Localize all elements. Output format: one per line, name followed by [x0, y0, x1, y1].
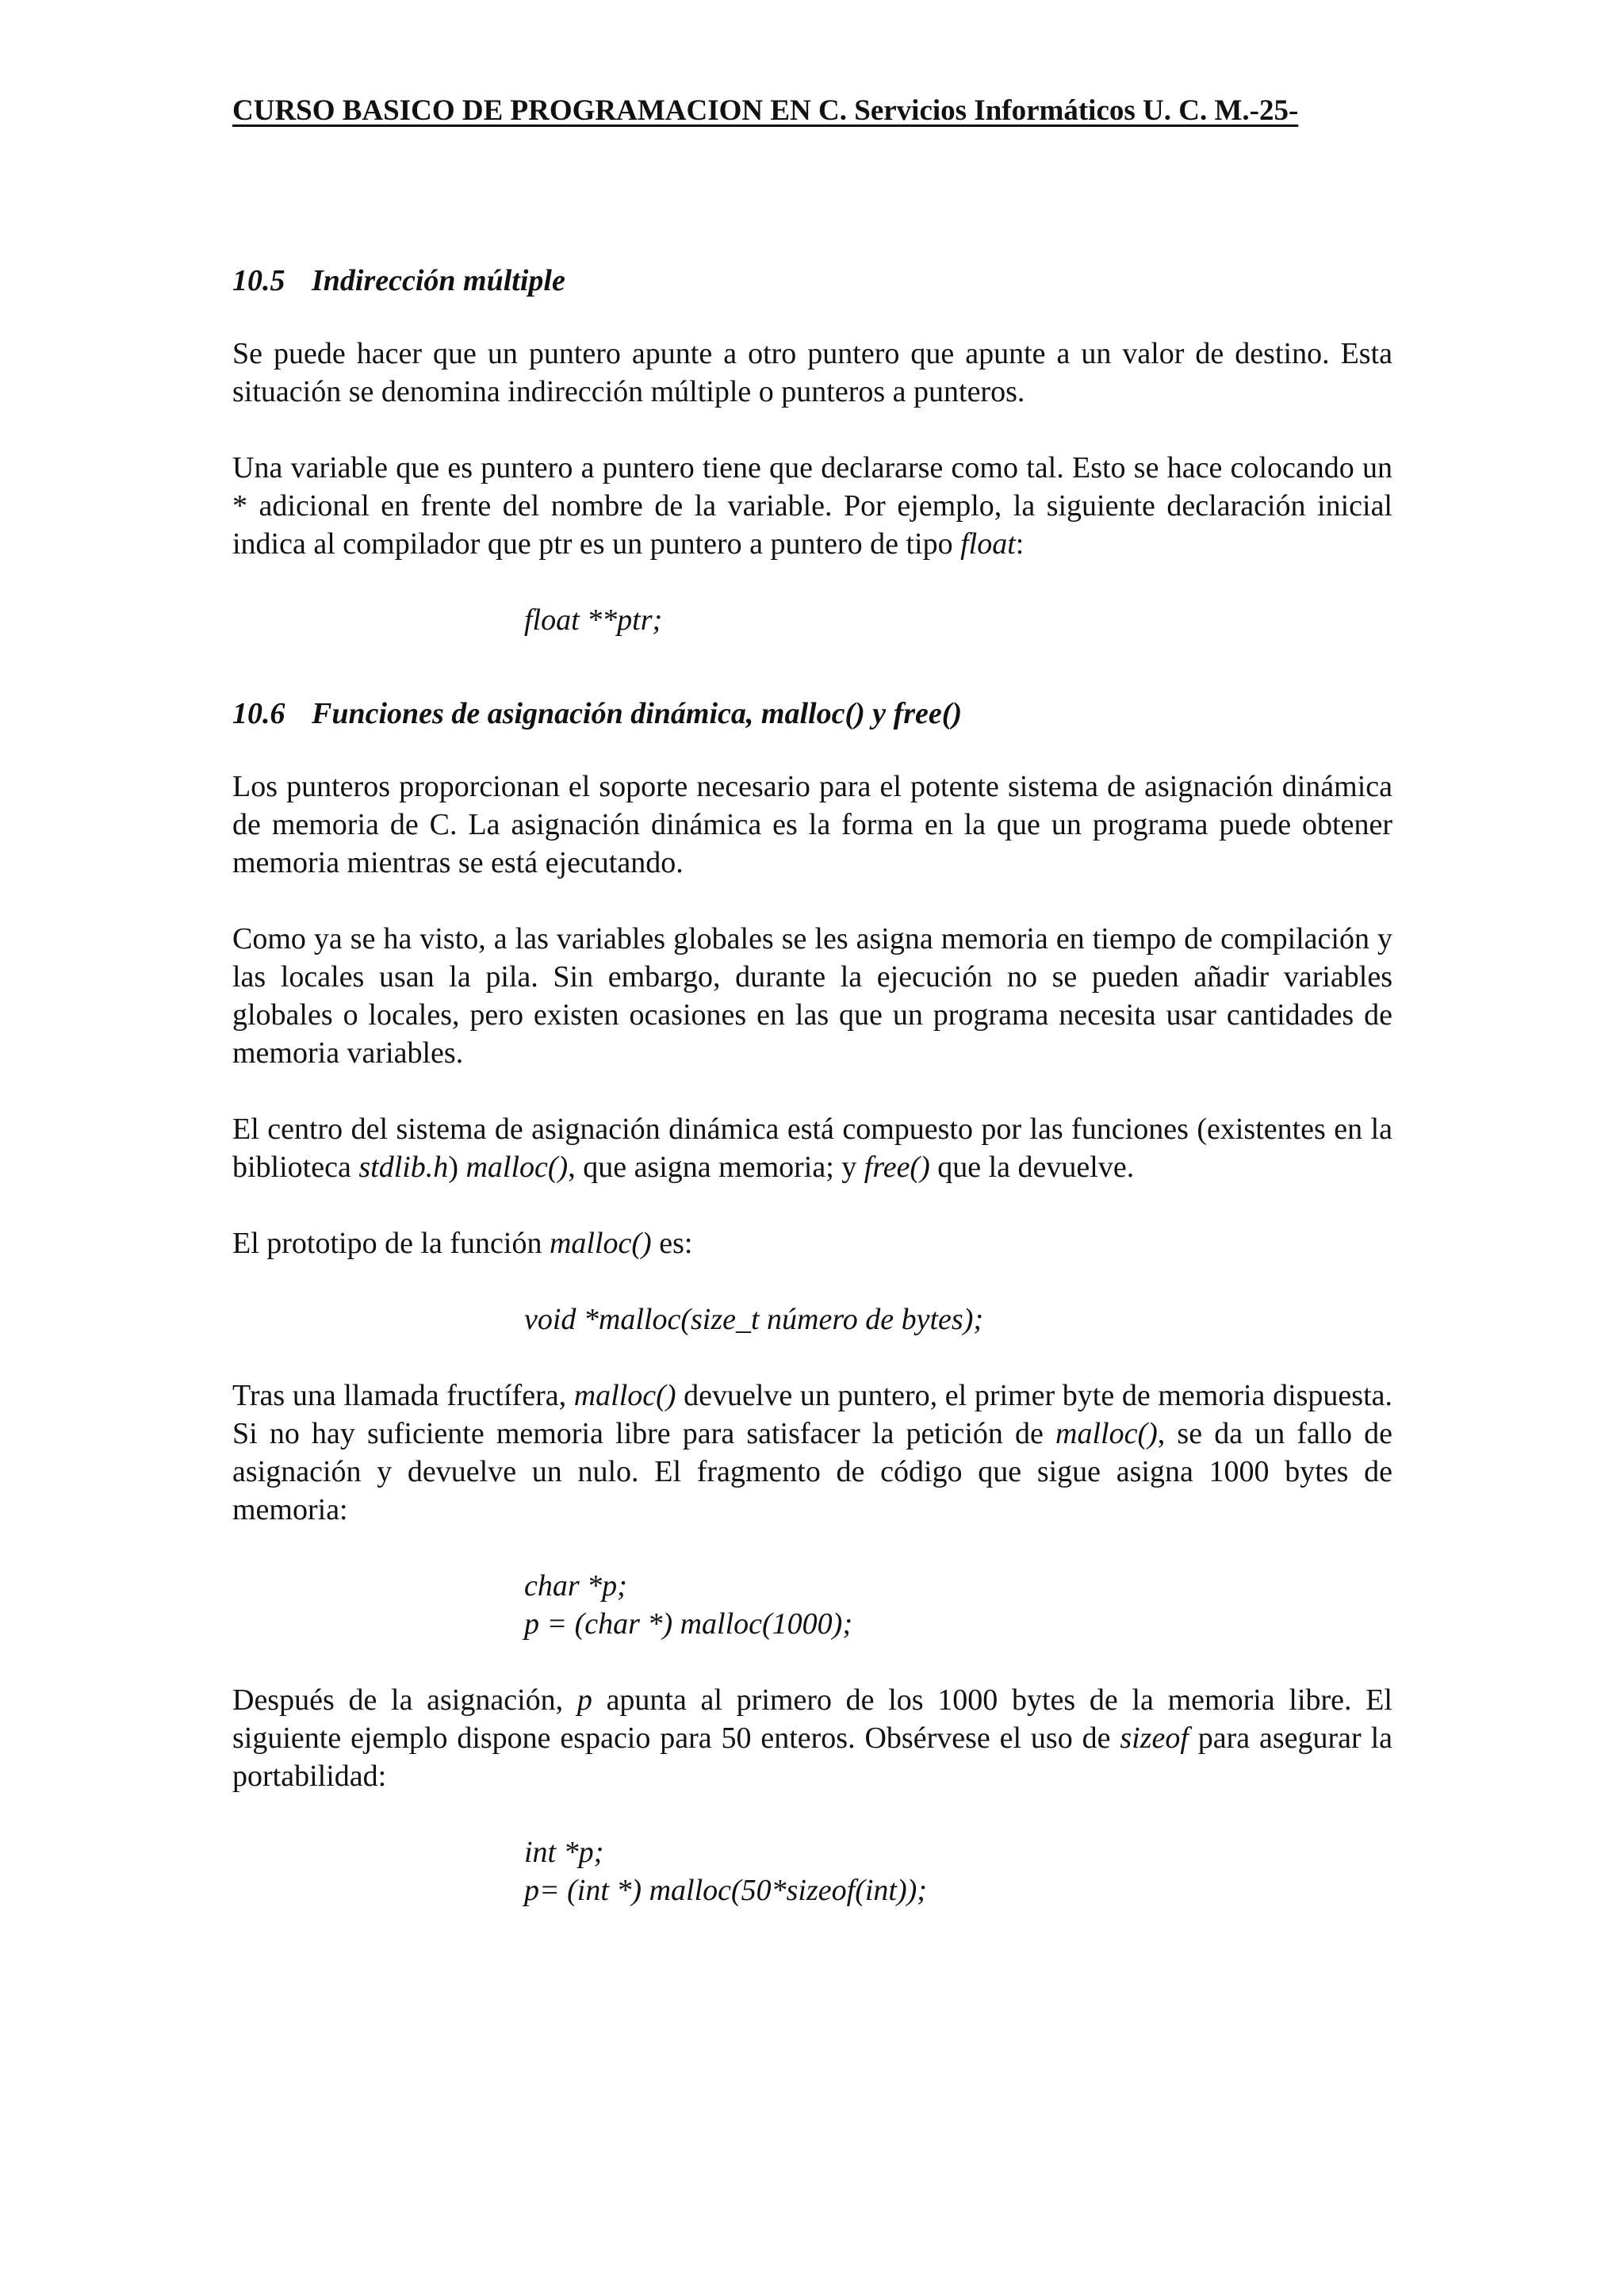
- paragraph: Una variable que es puntero a puntero tiene que declararse como tal. Esto se hace colocando un * adicional en frente del nombre de la variable. Por ejemplo, la siguiente declaración inicial indica al compilador que ptr es un puntero a puntero de tipo float:: [232, 451, 1392, 561]
- page-header: CURSO BASICO DE PROGRAMACION EN C. Servicios Informáticos U. C. M.-25-: [232, 94, 1299, 127]
- section-title: Funciones de asignación dinámica, malloc() y free(): [312, 697, 963, 730]
- paragraph: Tras una llamada fructífera, malloc() devuelve un puntero, el primer byte de memoria dispuesta. Si no hay suficiente memoria libre para satisfacer la petición de malloc(), se da un fallo de asignación y devuelve un nulo. El fragmento de código que sigue asigna 1000 bytes de memoria:: [232, 1379, 1392, 1526]
- code-line: p= (int *) malloc(50*sizeof(int));: [524, 1874, 927, 1907]
- code-line: p = (char *) malloc(1000);: [524, 1607, 852, 1641]
- section-number: 10.6: [232, 697, 285, 730]
- code-line: char *p;: [524, 1569, 627, 1603]
- section-heading-10-6: [232, 695, 1392, 733]
- section-number: 10.5: [232, 264, 285, 297]
- paragraph: Como ya se ha visto, a las variables globales se les asigna memoria en tiempo de compilación y las locales usan la pila. Sin embargo, durante la ejecución no se pueden añadir variables globales o locales, pero existen ocasiones en las que un programa necesita usar cantidades de memoria variables.: [232, 922, 1392, 1070]
- paragraph: El centro del sistema de asignación dinámica está compuesto por las funciones (existentes en la biblioteca stdlib.h) malloc(), que asigna memoria; y free() que la devuelve.: [232, 1113, 1392, 1184]
- code-block: [524, 1567, 1392, 1643]
- code-block: [524, 601, 1392, 639]
- code-block: [524, 1300, 1392, 1338]
- paragraph: Después de la asignación, p apunta al primero de los 1000 bytes de la memoria libre. El siguiente ejemplo dispone espacio para 50 enteros. Obsérvese el uso de sizeof para asegurar la portabilidad:: [232, 1683, 1392, 1793]
- section-heading-10-5: [232, 262, 1392, 300]
- code-line: int *p;: [524, 1836, 604, 1869]
- page-content: [232, 262, 1392, 1947]
- code-block: [524, 1833, 1392, 1909]
- section-title: Indirección múltiple: [312, 264, 565, 297]
- paragraph: Se puede hacer que un puntero apunte a otro puntero que apunte a un valor de destino. Esta situación se denomina indirección múltiple o punteros a punteros.: [232, 337, 1392, 408]
- paragraph: El prototipo de la función malloc() es:: [232, 1227, 693, 1260]
- code-line: void *malloc(size_t número de bytes);: [524, 1303, 983, 1336]
- paragraph: Los punteros proporcionan el soporte necesario para el potente sistema de asignación dinámica de memoria de C. La asignación dinámica es la forma en la que un programa puede obtener memoria mientras se está ejecutando.: [232, 770, 1392, 879]
- code-line: float **ptr;: [524, 603, 663, 637]
